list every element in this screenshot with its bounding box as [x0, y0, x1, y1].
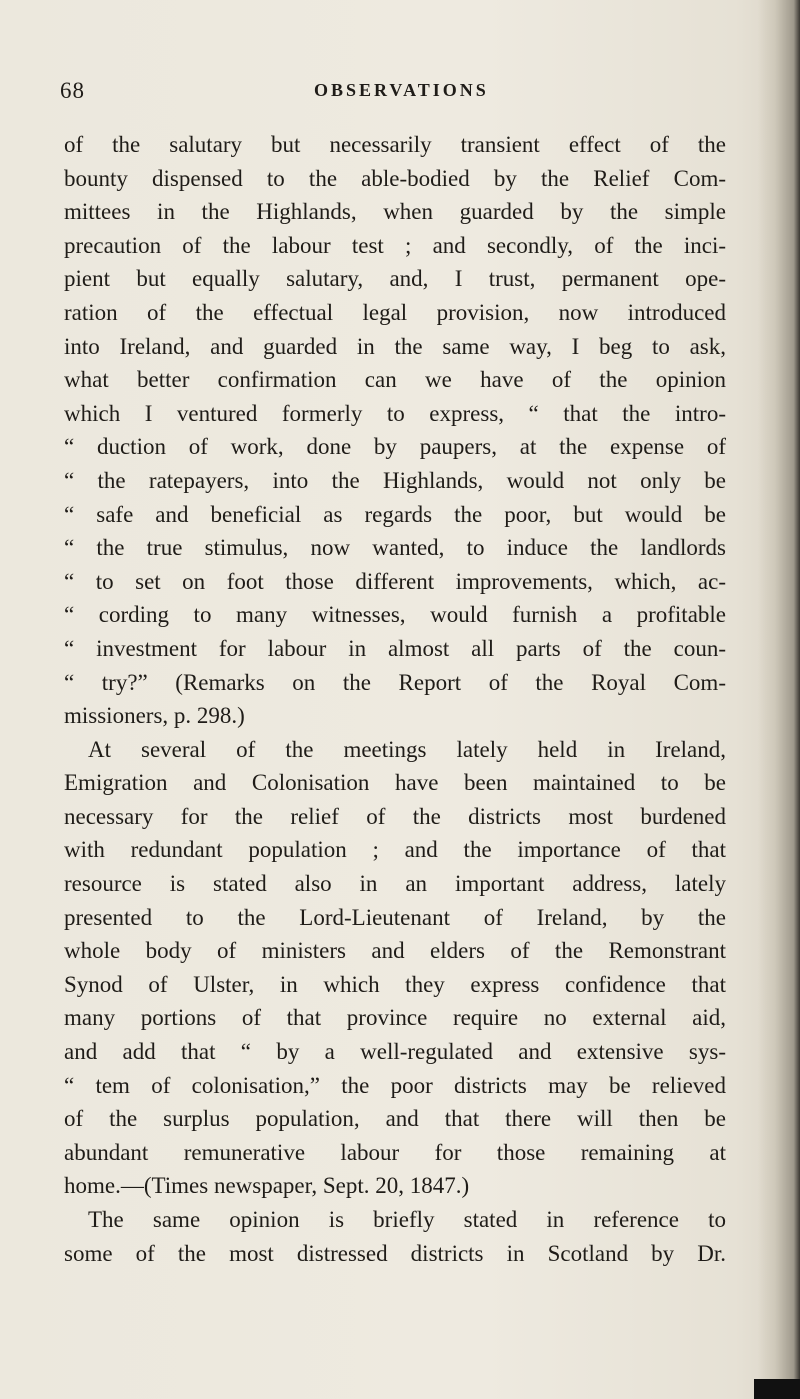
text-line: “ to set on foot those different improvements, which, ac- — [64, 568, 726, 594]
text-line: which I ventured formerly to express, “ that the intro- — [64, 400, 726, 426]
text-line: “ tem of colonisation,” the poor districts may be relieved — [64, 1072, 726, 1098]
text-line: into Ireland, and guarded in the same way, I beg to ask, — [64, 333, 726, 359]
text-line: ration of the effectual legal provision, now introduced — [64, 299, 726, 325]
text-line: necessary for the relief of the districts most burdened — [64, 803, 726, 829]
text-line: many portions of that province require no external aid, — [64, 1005, 726, 1031]
text-line: of the salutary but necessarily transient effect of the — [64, 132, 726, 157]
text-line: and add that “ by a well-regulated and extensive sys- — [64, 1039, 726, 1065]
text-line: mittees in the Highlands, when guarded by the simple — [64, 199, 726, 225]
text-line: The same opinion is briefly stated in reference to — [88, 1207, 726, 1232]
text-line: “ try?” (Remarks on the Report of the Royal Com- — [64, 669, 726, 695]
text-line: of the surplus population, and that there will then be — [64, 1106, 726, 1132]
page-number: 68 — [60, 78, 85, 103]
text-line: pient but equally salutary, and, I trust, permanent ope- — [64, 266, 726, 292]
text-line: Emigration and Colonisation have been maintained to be — [64, 770, 726, 796]
text-line: presented to the Lord-Lieutenant of Ireland, by the — [64, 904, 726, 930]
text-line: Synod of Ulster, in which they express confidence that — [64, 971, 726, 997]
text-line: At several of the meetings lately held in Ireland, — [88, 736, 726, 762]
text-line: “ cording to many witnesses, would furnish a profitable — [64, 602, 726, 628]
text-line: resource is stated also in an important address, lately — [64, 871, 726, 897]
text-line: “ duction of work, done by paupers, at the expense of — [64, 434, 726, 460]
text-line: “ the true stimulus, now wanted, to induce the landlords — [64, 535, 726, 561]
text-line: some of the most distressed districts in Scotland by Dr. — [64, 1240, 726, 1266]
text-line: whole body of ministers and elders of the Remonstrant — [64, 938, 726, 964]
text-line: missioners, p. 298.) — [64, 703, 245, 729]
page-header — [60, 78, 740, 108]
body-text — [64, 128, 726, 1270]
text-line: precaution of the labour test ; and secondly, of the inci- — [64, 232, 726, 258]
text-line: “ investment for labour in almost all parts of the coun- — [64, 635, 726, 661]
text-line: abundant remunerative labour for those remaining at — [64, 1139, 726, 1165]
text-line: bounty dispensed to the able-bodied by the Relief Com- — [64, 165, 726, 191]
text-line: home.—(Times newspaper, Sept. 20, 1847.) — [64, 1173, 470, 1199]
text-line: “ safe and beneficial as regards the poor, but would be — [64, 501, 726, 527]
page-gutter-shadow — [758, 0, 800, 1399]
text-line: “ the ratepayers, into the Highlands, would not only be — [64, 467, 726, 493]
text-line: with redundant population ; and the importance of that — [64, 837, 726, 863]
running-head: OBSERVATIONS — [314, 80, 489, 100]
text-line: what better confirmation can we have of the opinion — [64, 367, 726, 393]
scan-corner-mark — [754, 1379, 800, 1399]
